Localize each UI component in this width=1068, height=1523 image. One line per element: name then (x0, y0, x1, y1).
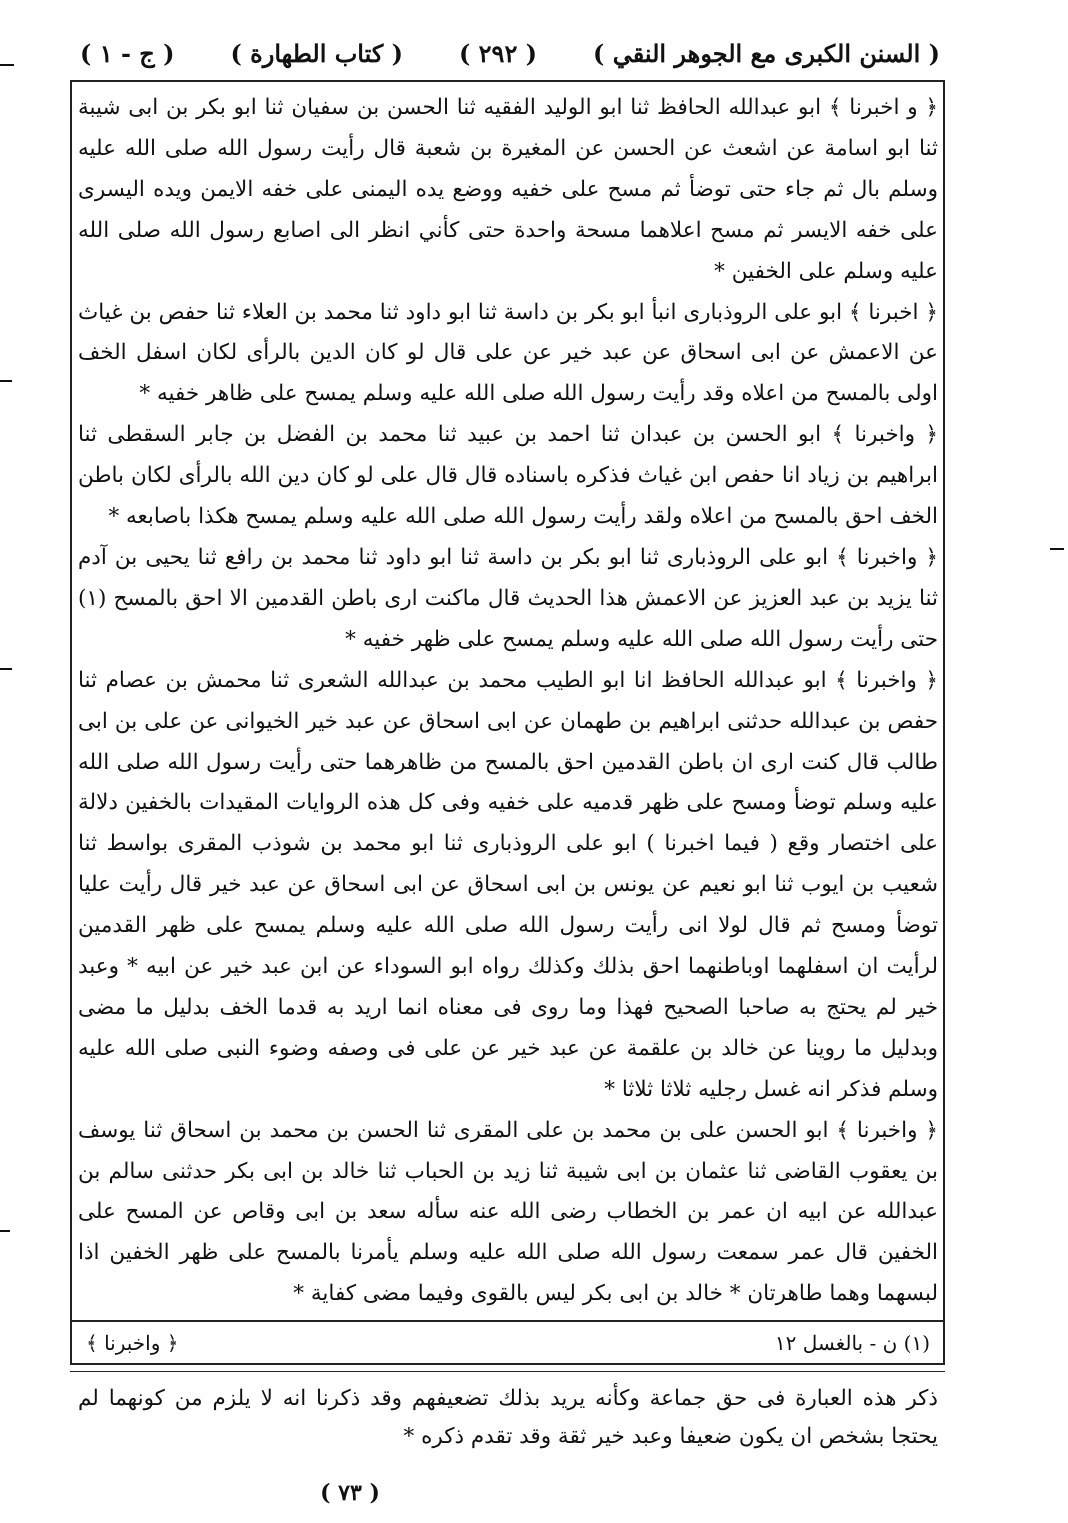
hadith-paragraph: ﴿ واخبرنا ﴾ ابو الحسن على بن محمد بن على المقرى ثنا الحسن بن محمد بن اسحاق ثنا يوسف بن يعقوب القاضى ثنا عثمان بن ابى شيبة ثنا زيد بن الحباب ثنا خالد بن ابى بكر حدثنى سالم بن عبدالله عن ابيه ان عمر بن الخطاب رضى الله عنه سأله سعد بن ابى وقاص عن المسح على الخفين قال عمر سمعت رسول الله صلى الله عليه وسلم يأمرنا بالمسح على ظهر الخفين اذا لبسهما وهما طاهرتان * خالد بن ابى بكر ليس بالقوى وفيما مضى كفاية * (78, 1117, 938, 1307)
header-page-number: ( ٢٩٢ ) (458, 38, 538, 68)
hadith-paragraph: ﴿ واخبرنا ﴾ ابو عبدالله الحافظ انا ابو الطيب محمد بن عبدالله الشعرى ثنا محمش بن عصام ثنا حفص بن عبدالله حدثنى ابراهيم بن طهمان عن ابى اسحاق عن عبد خير الخيوانى عن على بن ابى طالب قال كنت ارى ان باطن القدمين احق بالمسح من ظاهرهما حتى رأيت رسول الله صلى الله عليه وسلم توضأ ومسح على ظهر قدميه على خفيه وفى كل هذه الروايات المقيدات بالخفين دلالة على اختصار وقع ( فيما اخبرنا ) ابو على الروذبارى ثنا ابو محمد بن شوذب المقرى بواسط ثنا شعيب بن ايوب ثنا ابو نعيم عن يونس بن ابى اسحاق عن ابى اسحاق عن عبد خير قال رأيت عليا توضأ ومسح ثم قال لولا انى رأيت رسول الله صلى الله عليه وسلم يمسح على ظهر القدمين لرأيت ان اسفلهما اوباطنهما احق بذلك وكذلك رواه ابو السوداء عن ابن عبد خير عن ابيه * وعبد خير لم يحتج به صاحبا الصحيح فهذا وما روى فى معناه انما اريد به قدما الخف بدليل ما مضى وبدليل ما روينا عن خالد بن علقمة عن عبد خير عن على فى وصفه وضوء النبى صلى الله عليه وسلم فذكر انه غسل رجليه ثلاثا ثلاثا * (78, 667, 938, 1102)
header-book-title-right: ( السنن الكبرى مع الجوهر النقي ) (592, 38, 940, 68)
footnote-row (78, 1325, 938, 1361)
footnote-divider (70, 1320, 945, 1322)
hadith-paragraph: ﴿ و اخبرنا ﴾ ابو عبدالله الحافظ ثنا ابو الوليد الفقيه ثنا الحسن بن سفيان ثنا ابو بكر بن ابى شيبة ثنا ابو اسامة عن اشعث عن الحسن عن المغيرة بن شعبة قال رأيت رسول الله صلى الله عليه وسلم بال ثم جاء حتى توضأ ثم مسح على خفيه ووضع يده اليمنى على خفه الايمن ويده اليسرى على خفه الايسر ثم مسح اعلاهما مسحة واحدة حتى كأني انظر الى اصابع رسول الله صلى الله عليه وسلم على الخفين * (78, 95, 938, 284)
footnote-label: ﴿ واخبرنا ﴾ (86, 1331, 179, 1355)
commentary-divider (70, 1363, 945, 1365)
margin-mark (0, 1230, 10, 1232)
margin-mark (0, 380, 12, 382)
margin-mark (0, 668, 12, 670)
header-volume: ( ج - ١ ) (80, 38, 175, 68)
header-chapter-title: ( كتاب الطهارة ) (230, 38, 403, 68)
commentary-text: ذكر هذه العبارة فى حق جماعة وكأنه يريد بذلك تضعيفهم وقد ذكرنا انه لا يلزم من كونهما لم يحتجا بشخص ان يكون ضعيفا وعبد خير ثقة وقد تقدم ذكره * (78, 1386, 938, 1449)
page-number: ( ٧٣ ) (320, 1480, 380, 1506)
footnote-note: (١) ن - بالغسل ١٢ (774, 1331, 930, 1355)
hadith-paragraph: ﴿ واخبرنا ﴾ ابو الحسن بن عبدان ثنا احمد بن عبيد ثنا محمد بن الفضل بن جابر السقطى ثنا ابراهيم بن زياد انا حفص ابن غياث فذكره باسناده قال قال على لو كان دين الله بالرأى لكان باطن الخف احق بالمسح من اعلاه ولقد رأيت رسول الله صلى الله عليه وسلم يمسح هكذا باصابعه * (78, 422, 938, 530)
hadith-paragraph: ﴿ واخبرنا ﴾ ابو على الروذبارى ثنا ابو بكر بن داسة ثنا ابو داود ثنا محمد بن رافع ثنا يحيى بن آدم ثنا يزيد بن عبد العزيز عن الاعمش هذا الحديث قال ماكنت ارى باطن القدمين الا احق بالمسح (١) حتى رأيت رسول الله صلى الله عليه وسلم يمسح على ظهر خفيه * (78, 544, 938, 652)
commentary-divider-inner (70, 1371, 945, 1372)
margin-mark (1050, 548, 1064, 550)
main-text (78, 88, 938, 1315)
margin-mark (0, 64, 14, 66)
hadith-paragraph: ﴿ اخبرنا ﴾ ابو على الروذبارى انبأ ابو بكر بن داسة ثنا ابو داود ثنا محمد بن العلاء ثنا حفص بن غياث عن الاعمش عن ابى اسحاق عن عبد خير عن على قال لو كان الدين بالرأى لكان اسفل الخف اولى بالمسح من اعلاه وقد رأيت رسول الله صلى الله عليه وسلم يمسح على ظاهر خفيه * (78, 299, 938, 407)
page-header (70, 32, 950, 74)
